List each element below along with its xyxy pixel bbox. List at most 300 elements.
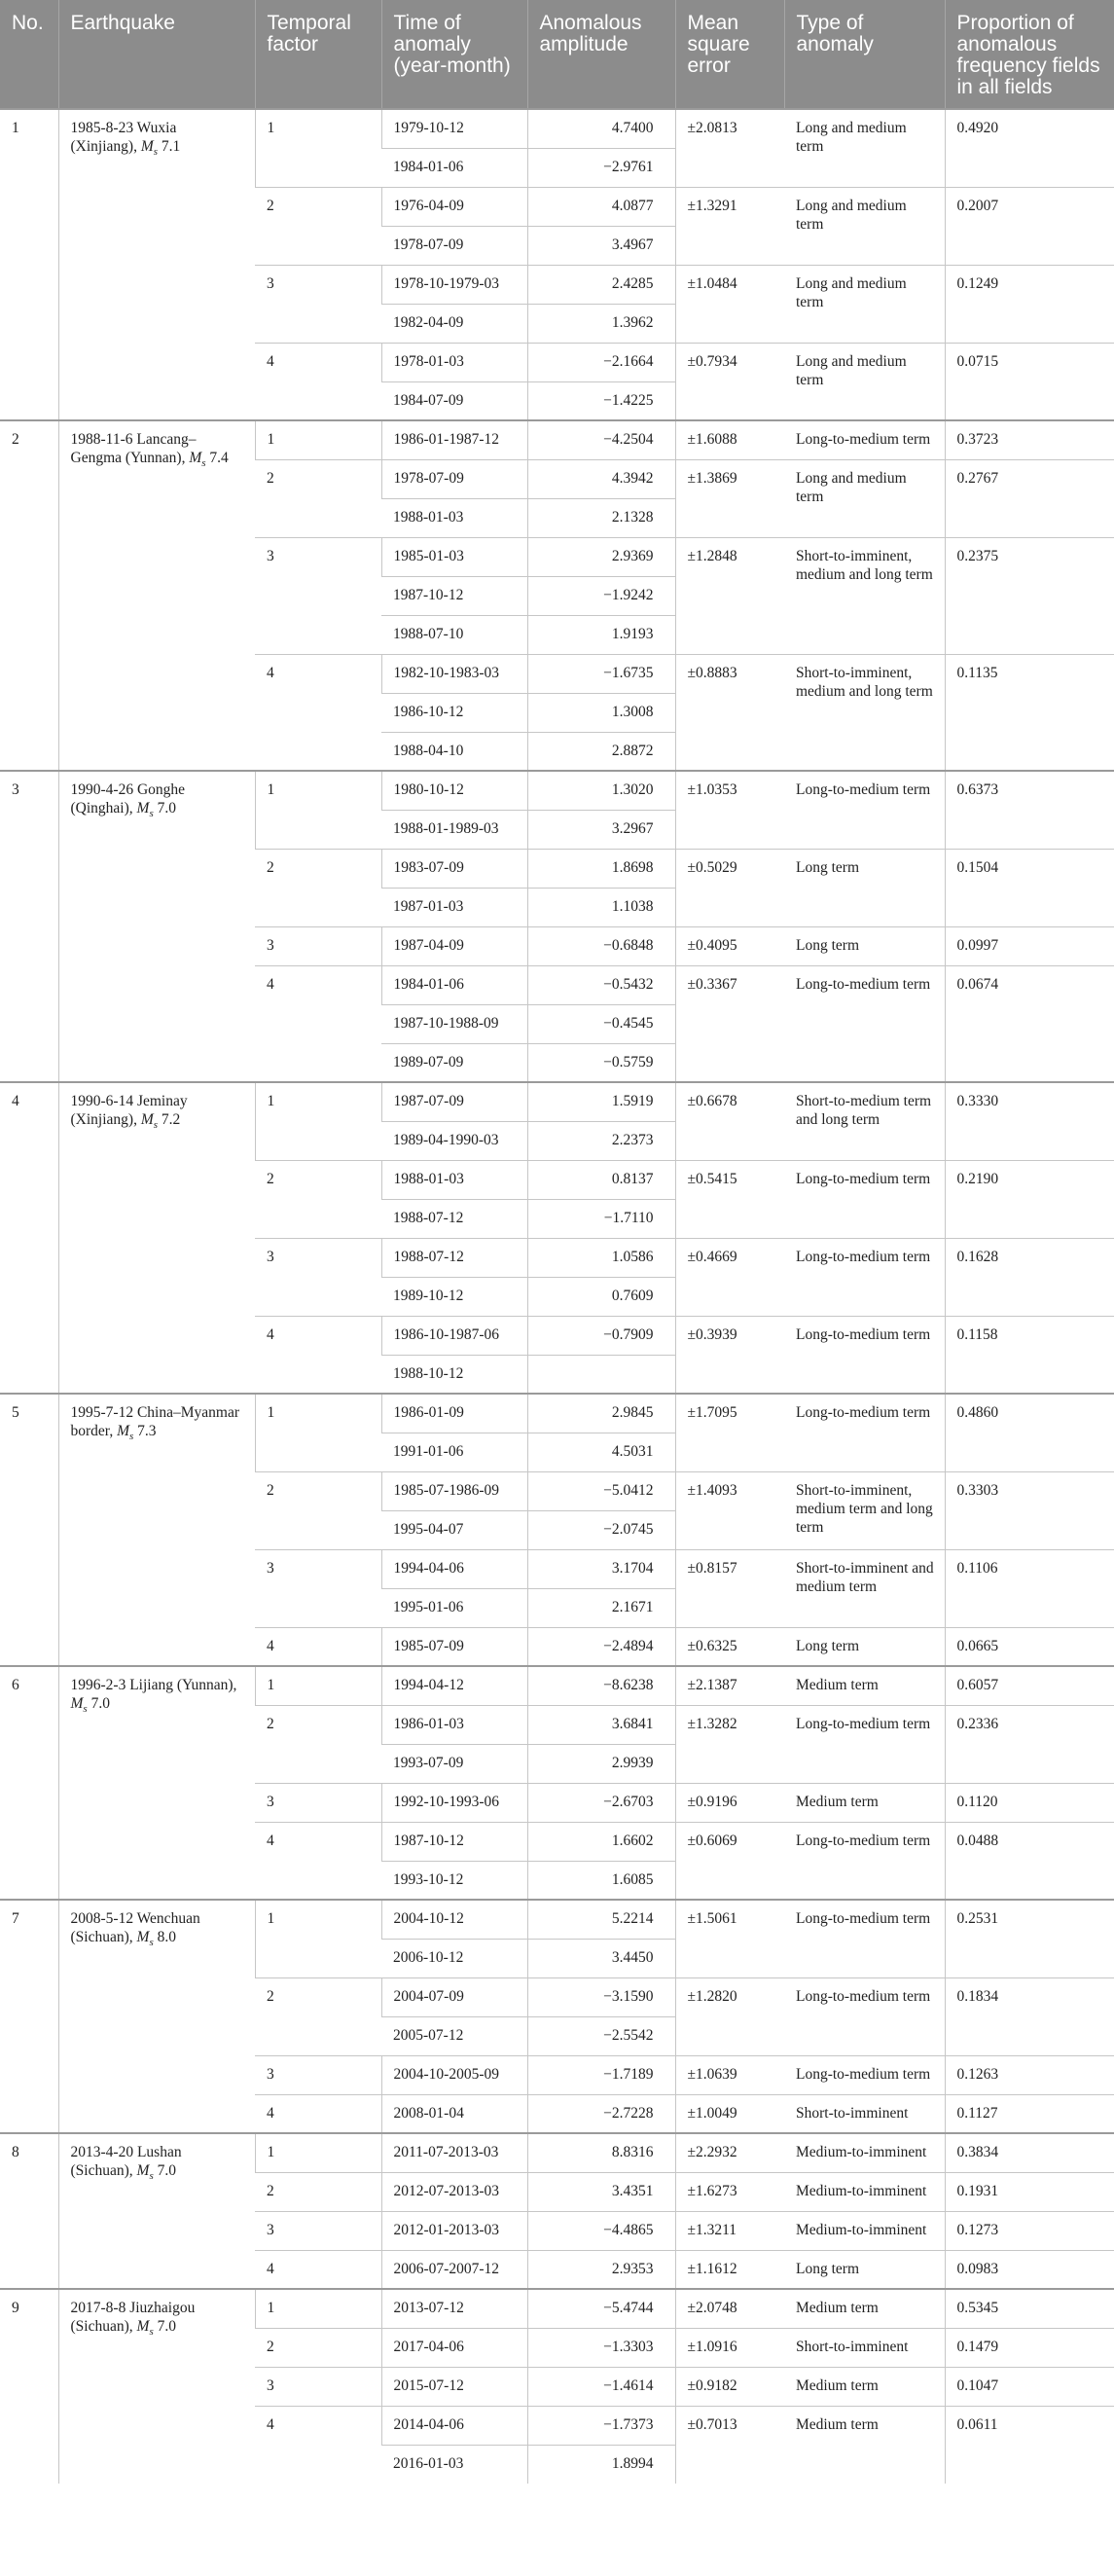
cell-anomalous-amplitude: 1.6085 bbox=[527, 1861, 675, 1900]
cell-anomalous-amplitude: −0.5759 bbox=[527, 1043, 675, 1082]
cell-anomalous-amplitude: 1.3962 bbox=[527, 304, 675, 343]
cell-type-of-anomaly: Medium term bbox=[784, 2289, 945, 2328]
cell-type-of-anomaly: Long-to-medium term bbox=[784, 1822, 945, 1900]
cell-time-of-anomaly: 2011-07-2013-03 bbox=[381, 2133, 527, 2172]
cell-anomalous-amplitude: 2.9353 bbox=[527, 2250, 675, 2289]
cell-proportion: 0.2190 bbox=[945, 1160, 1114, 1238]
cell-time-of-anomaly: 1979-10-12 bbox=[381, 109, 527, 148]
cell-type-of-anomaly: Medium-to-imminent bbox=[784, 2211, 945, 2250]
cell-time-of-anomaly: 1984-01-06 bbox=[381, 965, 527, 1004]
cell-time-of-anomaly: 1978-07-09 bbox=[381, 459, 527, 498]
cell-anomalous-amplitude: 1.1038 bbox=[527, 888, 675, 926]
cell-temporal-factor: 1 bbox=[255, 1394, 381, 1471]
cell-anomalous-amplitude: −1.7373 bbox=[527, 2406, 675, 2445]
earthquake-magnitude: 7.0 bbox=[157, 2318, 176, 2335]
cell-anomalous-amplitude: −1.4225 bbox=[527, 381, 675, 420]
cell-anomalous-amplitude: 2.9369 bbox=[527, 537, 675, 576]
cell-temporal-factor: 3 bbox=[255, 1238, 381, 1316]
cell-time-of-anomaly: 1988-01-1989-03 bbox=[381, 810, 527, 849]
cell-proportion: 0.1931 bbox=[945, 2172, 1114, 2211]
cell-mean-square-error: ±0.7934 bbox=[675, 343, 784, 420]
cell-mean-square-error: ±0.6069 bbox=[675, 1822, 784, 1900]
cell-mean-square-error: ±0.9196 bbox=[675, 1783, 784, 1822]
cell-time-of-anomaly: 1987-07-09 bbox=[381, 1082, 527, 1121]
cell-temporal-factor: 3 bbox=[255, 2367, 381, 2406]
cell-time-of-anomaly: 1987-04-09 bbox=[381, 926, 527, 965]
cell-proportion: 0.4860 bbox=[945, 1394, 1114, 1471]
cell-proportion: 0.0611 bbox=[945, 2406, 1114, 2484]
cell-type-of-anomaly: Long and medium term bbox=[784, 265, 945, 343]
cell-anomalous-amplitude: −5.0412 bbox=[527, 1471, 675, 1510]
cell-proportion: 0.1120 bbox=[945, 1783, 1114, 1822]
cell-temporal-factor: 2 bbox=[255, 1160, 381, 1238]
cell-earthquake bbox=[58, 109, 255, 420]
cell-type-of-anomaly: Long and medium term bbox=[784, 109, 945, 187]
cell-time-of-anomaly: 1988-04-10 bbox=[381, 732, 527, 771]
cell-earthquake bbox=[58, 771, 255, 1082]
cell-time-of-anomaly: 2017-04-06 bbox=[381, 2328, 527, 2367]
cell-mean-square-error: ±1.0049 bbox=[675, 2094, 784, 2133]
cell-time-of-anomaly: 1986-10-1987-06 bbox=[381, 1316, 527, 1355]
cell-proportion: 0.3330 bbox=[945, 1082, 1114, 1160]
cell-time-of-anomaly: 1978-01-03 bbox=[381, 343, 527, 381]
cell-time-of-anomaly: 1993-07-09 bbox=[381, 1744, 527, 1783]
table-row bbox=[0, 1394, 1114, 1433]
cell-type-of-anomaly: Medium-to-imminent bbox=[784, 2133, 945, 2172]
cell-mean-square-error: ±1.6088 bbox=[675, 420, 784, 459]
cell-anomalous-amplitude bbox=[527, 1355, 675, 1394]
cell-mean-square-error: ±1.7095 bbox=[675, 1394, 784, 1471]
cell-no: 3 bbox=[0, 771, 58, 1082]
cell-anomalous-amplitude: 1.0586 bbox=[527, 1238, 675, 1277]
cell-anomalous-amplitude: 1.6602 bbox=[527, 1822, 675, 1861]
cell-time-of-anomaly: 1987-10-1988-09 bbox=[381, 1004, 527, 1043]
cell-no: 9 bbox=[0, 2289, 58, 2484]
cell-mean-square-error: ±0.8157 bbox=[675, 1549, 784, 1627]
cell-time-of-anomaly: 2013-07-12 bbox=[381, 2289, 527, 2328]
cell-anomalous-amplitude: 2.9939 bbox=[527, 1744, 675, 1783]
earthquake-name: 2017-8-8 Jiuzhaigou (Sichuan), bbox=[70, 2300, 196, 2335]
table-row bbox=[0, 1900, 1114, 1939]
header-temporal-factor: Temporal factor bbox=[255, 0, 381, 109]
cell-anomalous-amplitude: 4.7400 bbox=[527, 109, 675, 148]
cell-anomalous-amplitude: −1.7110 bbox=[527, 1199, 675, 1238]
cell-time-of-anomaly: 1985-07-09 bbox=[381, 1627, 527, 1666]
cell-time-of-anomaly: 2012-07-2013-03 bbox=[381, 2172, 527, 2211]
cell-time-of-anomaly: 2012-01-2013-03 bbox=[381, 2211, 527, 2250]
header-earthquake: Earthquake bbox=[58, 0, 255, 109]
cell-anomalous-amplitude: −2.6703 bbox=[527, 1783, 675, 1822]
header-type-of-anomaly: Type of anomaly bbox=[784, 0, 945, 109]
earthquake-name: 1990-4-26 Gonghe (Qinghai), bbox=[70, 781, 186, 816]
cell-proportion: 0.0665 bbox=[945, 1627, 1114, 1666]
cell-anomalous-amplitude: −2.9761 bbox=[527, 148, 675, 187]
cell-anomalous-amplitude: −8.6238 bbox=[527, 1666, 675, 1705]
cell-anomalous-amplitude: 2.4285 bbox=[527, 265, 675, 304]
cell-time-of-anomaly: 1988-07-10 bbox=[381, 615, 527, 654]
cell-time-of-anomaly: 1985-01-03 bbox=[381, 537, 527, 576]
cell-proportion: 0.1249 bbox=[945, 265, 1114, 343]
cell-anomalous-amplitude: −4.2504 bbox=[527, 420, 675, 459]
cell-proportion: 0.0674 bbox=[945, 965, 1114, 1082]
cell-anomalous-amplitude: −2.1664 bbox=[527, 343, 675, 381]
cell-mean-square-error: ±0.4095 bbox=[675, 926, 784, 965]
cell-mean-square-error: ±1.0484 bbox=[675, 265, 784, 343]
earthquake-magnitude: 7.0 bbox=[157, 800, 176, 816]
cell-proportion: 0.0488 bbox=[945, 1822, 1114, 1900]
cell-type-of-anomaly: Long-to-medium term bbox=[784, 1160, 945, 1238]
cell-time-of-anomaly: 1978-07-09 bbox=[381, 226, 527, 265]
cell-type-of-anomaly: Medium-to-imminent bbox=[784, 2172, 945, 2211]
cell-mean-square-error: ±1.0353 bbox=[675, 771, 784, 849]
cell-mean-square-error: ±1.1612 bbox=[675, 2250, 784, 2289]
cell-temporal-factor: 3 bbox=[255, 1783, 381, 1822]
cell-mean-square-error: ±1.3869 bbox=[675, 459, 784, 537]
cell-anomalous-amplitude: 3.4450 bbox=[527, 1939, 675, 1977]
cell-anomalous-amplitude: 1.9193 bbox=[527, 615, 675, 654]
cell-temporal-factor: 2 bbox=[255, 1977, 381, 2055]
cell-time-of-anomaly: 1983-07-09 bbox=[381, 849, 527, 888]
earthquake-magnitude: 7.0 bbox=[157, 2162, 176, 2179]
cell-earthquake bbox=[58, 1394, 255, 1666]
earthquake-name: 1990-6-14 Jeminay (Xinjiang), bbox=[70, 1093, 188, 1128]
cell-temporal-factor: 2 bbox=[255, 2172, 381, 2211]
cell-temporal-factor: 1 bbox=[255, 420, 381, 459]
cell-time-of-anomaly: 2015-07-12 bbox=[381, 2367, 527, 2406]
cell-anomalous-amplitude: 0.8137 bbox=[527, 1160, 675, 1199]
cell-time-of-anomaly: 1994-04-12 bbox=[381, 1666, 527, 1705]
cell-anomalous-amplitude: 3.2967 bbox=[527, 810, 675, 849]
cell-time-of-anomaly: 1984-07-09 bbox=[381, 381, 527, 420]
cell-anomalous-amplitude: 0.7609 bbox=[527, 1277, 675, 1316]
earthquake-magnitude: 7.2 bbox=[161, 1111, 181, 1128]
cell-time-of-anomaly: 1984-01-06 bbox=[381, 148, 527, 187]
cell-type-of-anomaly: Medium term bbox=[784, 2406, 945, 2484]
magnitude-symbol: $M_s$ bbox=[140, 1111, 159, 1132]
cell-time-of-anomaly: 1986-10-12 bbox=[381, 693, 527, 732]
cell-anomalous-amplitude: −0.5432 bbox=[527, 965, 675, 1004]
cell-mean-square-error: ±1.2848 bbox=[675, 537, 784, 654]
cell-earthquake bbox=[58, 420, 255, 771]
cell-temporal-factor: 3 bbox=[255, 2055, 381, 2094]
table-row bbox=[0, 420, 1114, 459]
cell-time-of-anomaly: 2004-10-12 bbox=[381, 1900, 527, 1939]
cell-time-of-anomaly: 1988-10-12 bbox=[381, 1355, 527, 1394]
cell-time-of-anomaly: 2016-01-03 bbox=[381, 2445, 527, 2484]
cell-proportion: 0.6373 bbox=[945, 771, 1114, 849]
cell-proportion: 0.2336 bbox=[945, 1705, 1114, 1783]
cell-anomalous-amplitude: −3.1590 bbox=[527, 1977, 675, 2016]
cell-temporal-factor: 2 bbox=[255, 459, 381, 537]
cell-proportion: 0.2007 bbox=[945, 187, 1114, 265]
cell-proportion: 0.4920 bbox=[945, 109, 1114, 187]
cell-anomalous-amplitude: 3.4351 bbox=[527, 2172, 675, 2211]
cell-time-of-anomaly: 1978-10-1979-03 bbox=[381, 265, 527, 304]
cell-anomalous-amplitude: −5.4744 bbox=[527, 2289, 675, 2328]
cell-type-of-anomaly: Long and medium term bbox=[784, 459, 945, 537]
cell-anomalous-amplitude: −1.9242 bbox=[527, 576, 675, 615]
cell-proportion: 0.1106 bbox=[945, 1549, 1114, 1627]
cell-anomalous-amplitude: 2.9845 bbox=[527, 1394, 675, 1433]
cell-temporal-factor: 3 bbox=[255, 537, 381, 654]
cell-anomalous-amplitude: 1.8698 bbox=[527, 849, 675, 888]
cell-anomalous-amplitude: 2.1671 bbox=[527, 1588, 675, 1627]
cell-type-of-anomaly: Long-to-medium term bbox=[784, 1394, 945, 1471]
table-row bbox=[0, 1082, 1114, 1121]
earthquake-magnitude: 7.0 bbox=[90, 1695, 110, 1712]
cell-proportion: 0.2375 bbox=[945, 537, 1114, 654]
cell-type-of-anomaly: Medium term bbox=[784, 2367, 945, 2406]
magnitude-symbol: $M_s$ bbox=[189, 450, 206, 470]
cell-anomalous-amplitude: −1.4614 bbox=[527, 2367, 675, 2406]
cell-earthquake bbox=[58, 1900, 255, 2133]
cell-earthquake bbox=[58, 2289, 255, 2484]
cell-proportion: 0.1263 bbox=[945, 2055, 1114, 2094]
cell-mean-square-error: ±0.4669 bbox=[675, 1238, 784, 1316]
cell-mean-square-error: ±2.2932 bbox=[675, 2133, 784, 2172]
cell-mean-square-error: ±0.6678 bbox=[675, 1082, 784, 1160]
cell-anomalous-amplitude: 1.5919 bbox=[527, 1082, 675, 1121]
cell-time-of-anomaly: 1986-01-03 bbox=[381, 1705, 527, 1744]
cell-time-of-anomaly: 1985-07-1986-09 bbox=[381, 1471, 527, 1510]
cell-type-of-anomaly: Long term bbox=[784, 1627, 945, 1666]
cell-temporal-factor: 4 bbox=[255, 654, 381, 771]
cell-time-of-anomaly: 2005-07-12 bbox=[381, 2016, 527, 2055]
cell-anomalous-amplitude: 4.5031 bbox=[527, 1433, 675, 1471]
cell-earthquake bbox=[58, 2133, 255, 2289]
cell-proportion: 0.2767 bbox=[945, 459, 1114, 537]
cell-temporal-factor: 2 bbox=[255, 1705, 381, 1783]
cell-time-of-anomaly: 1992-10-1993-06 bbox=[381, 1783, 527, 1822]
cell-temporal-factor: 1 bbox=[255, 1082, 381, 1160]
cell-time-of-anomaly: 1988-01-03 bbox=[381, 498, 527, 537]
cell-anomalous-amplitude: −2.5542 bbox=[527, 2016, 675, 2055]
cell-type-of-anomaly: Long and medium term bbox=[784, 343, 945, 420]
cell-anomalous-amplitude: 8.8316 bbox=[527, 2133, 675, 2172]
cell-anomalous-amplitude: −2.7228 bbox=[527, 2094, 675, 2133]
cell-temporal-factor: 4 bbox=[255, 2094, 381, 2133]
cell-proportion: 0.1047 bbox=[945, 2367, 1114, 2406]
header-row bbox=[0, 0, 1114, 109]
cell-proportion: 0.1158 bbox=[945, 1316, 1114, 1394]
cell-time-of-anomaly: 1989-07-09 bbox=[381, 1043, 527, 1082]
cell-type-of-anomaly: Long term bbox=[784, 849, 945, 926]
cell-type-of-anomaly: Long-to-medium term bbox=[784, 1900, 945, 1977]
cell-mean-square-error: ±1.3291 bbox=[675, 187, 784, 265]
cell-type-of-anomaly: Long-to-medium term bbox=[784, 1316, 945, 1394]
cell-temporal-factor: 1 bbox=[255, 2133, 381, 2172]
cell-temporal-factor: 4 bbox=[255, 343, 381, 420]
cell-time-of-anomaly: 1995-01-06 bbox=[381, 1588, 527, 1627]
earthquake-name: 1985-8-23 Wuxia (Xinjiang), bbox=[70, 120, 177, 155]
cell-time-of-anomaly: 1987-10-12 bbox=[381, 1822, 527, 1861]
cell-time-of-anomaly: 1986-01-1987-12 bbox=[381, 420, 527, 459]
cell-type-of-anomaly: Long term bbox=[784, 926, 945, 965]
cell-proportion: 0.5345 bbox=[945, 2289, 1114, 2328]
cell-type-of-anomaly: Long-to-medium term bbox=[784, 1977, 945, 2055]
cell-mean-square-error: ±0.6325 bbox=[675, 1627, 784, 1666]
cell-temporal-factor: 2 bbox=[255, 187, 381, 265]
cell-time-of-anomaly: 2014-04-06 bbox=[381, 2406, 527, 2445]
cell-type-of-anomaly: Long term bbox=[784, 2250, 945, 2289]
cell-anomalous-amplitude: 4.0877 bbox=[527, 187, 675, 226]
cell-time-of-anomaly: 1980-10-12 bbox=[381, 771, 527, 810]
earthquake-magnitude: 7.4 bbox=[209, 450, 229, 466]
cell-temporal-factor: 1 bbox=[255, 771, 381, 849]
cell-mean-square-error: ±1.2820 bbox=[675, 1977, 784, 2055]
cell-type-of-anomaly: Long-to-medium term bbox=[784, 1705, 945, 1783]
cell-type-of-anomaly: Short-to-imminent, medium and long term bbox=[784, 537, 945, 654]
cell-mean-square-error: ±0.5415 bbox=[675, 1160, 784, 1238]
cell-time-of-anomaly: 2004-07-09 bbox=[381, 1977, 527, 2016]
cell-anomalous-amplitude: 4.3942 bbox=[527, 459, 675, 498]
cell-mean-square-error: ±1.6273 bbox=[675, 2172, 784, 2211]
cell-temporal-factor: 2 bbox=[255, 2328, 381, 2367]
cell-proportion: 0.1479 bbox=[945, 2328, 1114, 2367]
cell-temporal-factor: 1 bbox=[255, 1900, 381, 1977]
cell-temporal-factor: 1 bbox=[255, 109, 381, 187]
cell-no: 1 bbox=[0, 109, 58, 420]
cell-type-of-anomaly: Long-to-medium term bbox=[784, 420, 945, 459]
cell-anomalous-amplitude: 1.3008 bbox=[527, 693, 675, 732]
cell-type-of-anomaly: Short-to-medium term and long term bbox=[784, 1082, 945, 1160]
cell-no: 5 bbox=[0, 1394, 58, 1666]
cell-temporal-factor: 3 bbox=[255, 1549, 381, 1627]
cell-time-of-anomaly: 1976-04-09 bbox=[381, 187, 527, 226]
cell-time-of-anomaly: 1994-04-06 bbox=[381, 1549, 527, 1588]
header-no: No. bbox=[0, 0, 58, 109]
cell-time-of-anomaly: 1995-04-07 bbox=[381, 1510, 527, 1549]
earthquake-name: 1996-2-3 Lijiang (Yunnan), bbox=[70, 1677, 237, 1693]
cell-mean-square-error: ±0.7013 bbox=[675, 2406, 784, 2484]
cell-mean-square-error: ±0.3367 bbox=[675, 965, 784, 1082]
table-row bbox=[0, 109, 1114, 148]
cell-temporal-factor: 2 bbox=[255, 1471, 381, 1549]
cell-type-of-anomaly: Medium term bbox=[784, 1783, 945, 1822]
cell-anomalous-amplitude: −1.7189 bbox=[527, 2055, 675, 2094]
cell-type-of-anomaly: Short-to-imminent, medium and long term bbox=[784, 654, 945, 771]
cell-anomalous-amplitude: 1.3020 bbox=[527, 771, 675, 810]
table-body bbox=[0, 109, 1114, 2484]
cell-type-of-anomaly: Short-to-imminent, medium term and long term bbox=[784, 1471, 945, 1549]
cell-anomalous-amplitude: 2.8872 bbox=[527, 732, 675, 771]
cell-temporal-factor: 3 bbox=[255, 265, 381, 343]
cell-no: 2 bbox=[0, 420, 58, 771]
cell-temporal-factor: 4 bbox=[255, 1316, 381, 1394]
cell-temporal-factor: 3 bbox=[255, 2211, 381, 2250]
cell-proportion: 0.3834 bbox=[945, 2133, 1114, 2172]
cell-mean-square-error: ±1.0916 bbox=[675, 2328, 784, 2367]
cell-anomalous-amplitude: 2.1328 bbox=[527, 498, 675, 537]
cell-type-of-anomaly: Long-to-medium term bbox=[784, 2055, 945, 2094]
header-mean-square-error: Mean square error bbox=[675, 0, 784, 109]
cell-anomalous-amplitude: −2.0745 bbox=[527, 1510, 675, 1549]
cell-mean-square-error: ±0.3939 bbox=[675, 1316, 784, 1394]
cell-temporal-factor: 4 bbox=[255, 1822, 381, 1900]
cell-mean-square-error: ±0.5029 bbox=[675, 849, 784, 926]
cell-time-of-anomaly: 1988-01-03 bbox=[381, 1160, 527, 1199]
earthquake-magnitude: 7.1 bbox=[161, 138, 181, 155]
magnitude-symbol: $M_s$ bbox=[70, 1695, 88, 1716]
cell-time-of-anomaly: 1993-10-12 bbox=[381, 1861, 527, 1900]
cell-proportion: 0.0715 bbox=[945, 343, 1114, 420]
cell-time-of-anomaly: 1989-04-1990-03 bbox=[381, 1121, 527, 1160]
cell-no: 6 bbox=[0, 1666, 58, 1900]
cell-anomalous-amplitude: 3.1704 bbox=[527, 1549, 675, 1588]
cell-earthquake bbox=[58, 1082, 255, 1394]
cell-time-of-anomaly: 1991-01-06 bbox=[381, 1433, 527, 1471]
cell-proportion: 0.0997 bbox=[945, 926, 1114, 965]
earthquake-name: 1988-11-6 Lancang–Gengma (Yunnan), bbox=[70, 431, 197, 466]
cell-proportion: 0.0983 bbox=[945, 2250, 1114, 2289]
cell-anomalous-amplitude: −4.4865 bbox=[527, 2211, 675, 2250]
cell-time-of-anomaly: 1989-10-12 bbox=[381, 1277, 527, 1316]
magnitude-symbol: $M_s$ bbox=[136, 1929, 154, 1949]
cell-mean-square-error: ±1.4093 bbox=[675, 1471, 784, 1549]
cell-type-of-anomaly: Long and medium term bbox=[784, 187, 945, 265]
cell-mean-square-error: ±0.9182 bbox=[675, 2367, 784, 2406]
cell-proportion: 0.1834 bbox=[945, 1977, 1114, 2055]
cell-time-of-anomaly: 1988-07-12 bbox=[381, 1238, 527, 1277]
cell-mean-square-error: ±2.0748 bbox=[675, 2289, 784, 2328]
earthquake-magnitude: 7.3 bbox=[137, 1423, 157, 1439]
cell-mean-square-error: ±1.3211 bbox=[675, 2211, 784, 2250]
cell-time-of-anomaly: 1986-01-09 bbox=[381, 1394, 527, 1433]
cell-anomalous-amplitude: 2.2373 bbox=[527, 1121, 675, 1160]
cell-anomalous-amplitude: 3.4967 bbox=[527, 226, 675, 265]
cell-temporal-factor: 4 bbox=[255, 2250, 381, 2289]
cell-anomalous-amplitude: −1.6735 bbox=[527, 654, 675, 693]
cell-anomalous-amplitude: −1.3303 bbox=[527, 2328, 675, 2367]
cell-type-of-anomaly: Short-to-imminent bbox=[784, 2328, 945, 2367]
cell-proportion: 0.1504 bbox=[945, 849, 1114, 926]
table-row bbox=[0, 1666, 1114, 1705]
header-proportion: Proportion of anomalous frequency fields in all fields bbox=[945, 0, 1114, 109]
cell-time-of-anomaly: 1982-04-09 bbox=[381, 304, 527, 343]
earthquake-name: 1995-7-12 China–Myanmar border, bbox=[70, 1404, 239, 1439]
cell-mean-square-error: ±2.0813 bbox=[675, 109, 784, 187]
magnitude-symbol: $M_s$ bbox=[136, 2162, 154, 2183]
cell-type-of-anomaly: Long-to-medium term bbox=[784, 965, 945, 1082]
cell-proportion: 0.1127 bbox=[945, 2094, 1114, 2133]
cell-anomalous-amplitude: 5.2214 bbox=[527, 1900, 675, 1939]
cell-time-of-anomaly: 2004-10-2005-09 bbox=[381, 2055, 527, 2094]
table-row bbox=[0, 771, 1114, 810]
cell-earthquake bbox=[58, 1666, 255, 1900]
cell-type-of-anomaly: Long-to-medium term bbox=[784, 1238, 945, 1316]
cell-temporal-factor: 4 bbox=[255, 2406, 381, 2484]
magnitude-symbol: $M_s$ bbox=[117, 1423, 134, 1443]
cell-time-of-anomaly: 2008-01-04 bbox=[381, 2094, 527, 2133]
cell-type-of-anomaly: Short-to-imminent and medium term bbox=[784, 1549, 945, 1627]
magnitude-symbol: $M_s$ bbox=[136, 2318, 154, 2339]
cell-mean-square-error: ±0.8883 bbox=[675, 654, 784, 771]
magnitude-symbol: $M_s$ bbox=[136, 800, 154, 820]
cell-anomalous-amplitude: 1.8994 bbox=[527, 2445, 675, 2484]
cell-type-of-anomaly: Medium term bbox=[784, 1666, 945, 1705]
cell-proportion: 0.1273 bbox=[945, 2211, 1114, 2250]
cell-time-of-anomaly: 2006-10-12 bbox=[381, 1939, 527, 1977]
cell-time-of-anomaly: 1982-10-1983-03 bbox=[381, 654, 527, 693]
earthquake-name: 2013-4-20 Lushan (Sichuan), bbox=[70, 2144, 182, 2179]
cell-proportion: 0.3723 bbox=[945, 420, 1114, 459]
cell-no: 7 bbox=[0, 1900, 58, 2133]
header-anomalous-amplitude: Anomalous amplitude bbox=[527, 0, 675, 109]
cell-proportion: 0.1135 bbox=[945, 654, 1114, 771]
cell-temporal-factor: 4 bbox=[255, 965, 381, 1082]
cell-mean-square-error: ±1.5061 bbox=[675, 1900, 784, 1977]
magnitude-symbol: $M_s$ bbox=[140, 138, 159, 159]
